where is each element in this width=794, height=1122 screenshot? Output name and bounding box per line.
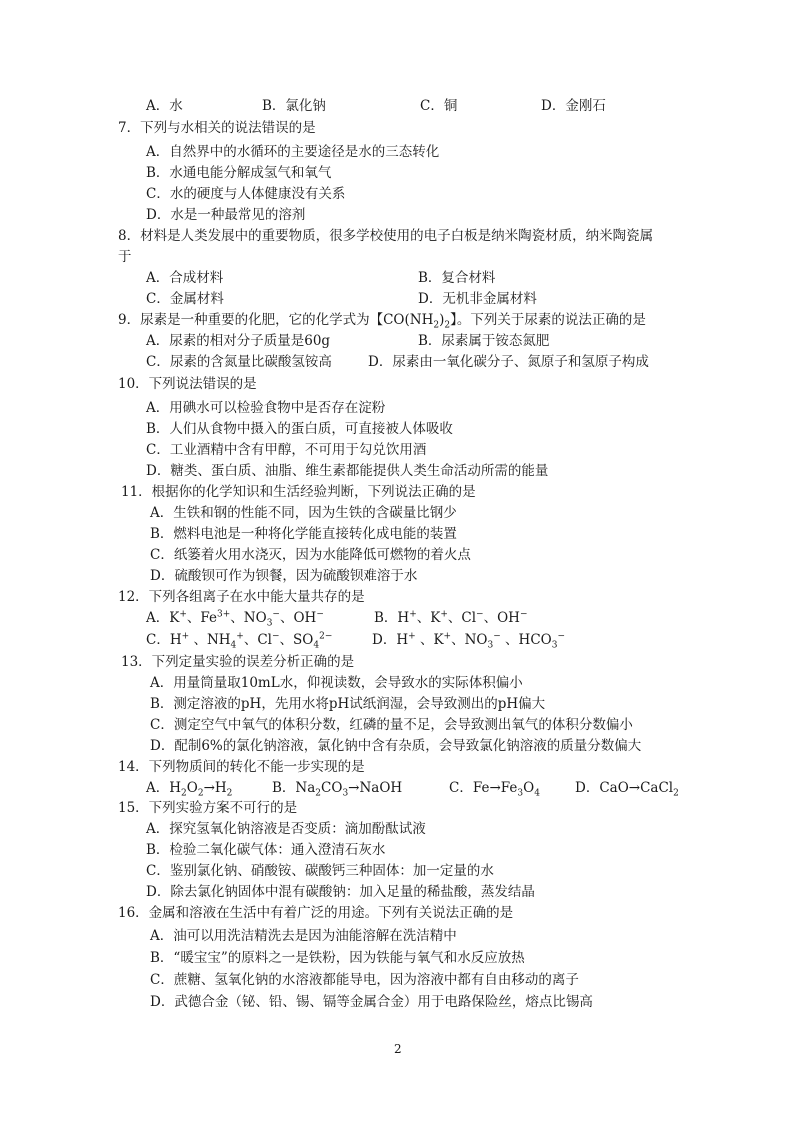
q15-stem: 15．下列实验方案不可行的是: [118, 800, 298, 816]
q14-option-d: D．CaO→CaCl$_2$: [575, 780, 679, 799]
q13-option-a: A．用量筒量取10mL水，仰视读数，会导致水的实际体积偏小: [150, 675, 523, 691]
q6-option-a: A．水: [146, 98, 183, 114]
q12-stem: 12．下列各组离子在水中能大量共存的是: [118, 589, 365, 605]
q16-option-c: C．蔗糖、氢氧化钠的水溶液都能导电，因为溶液中都有自由移动的离子: [150, 972, 579, 988]
q7-option-b: B．水通电能分解成氢气和氧气: [146, 165, 332, 181]
q14-option-b: B．$Na_2CO_3\to NaOH$: [272, 780, 403, 799]
q15-option-c: C．鉴别氯化钠、硝酸铵、碳酸钙三种固体：加一定量的水: [146, 863, 494, 879]
page-number: 2: [394, 1042, 402, 1056]
q10-option-c: C．工业酒精中含有甲醇，不可用于勾兑饮用酒: [146, 442, 427, 458]
q9-option-b: B．尿素属于铵态氮肥: [418, 333, 550, 349]
q14-option-c: C．$Fe\to Fe_3O_4$: [449, 780, 540, 799]
q6-option-d: D．金刚石: [541, 98, 606, 114]
q13-option-d: D．配制6%的氯化钠溶液，氯化钠中含有杂质，会导致氯化钠溶液的质量分数偏大: [150, 738, 642, 754]
q8-option-a: A．合成材料: [146, 270, 224, 286]
q8-stem-line2: 于: [118, 249, 132, 265]
q10-option-b: B．人们从食物中摄入的蛋白质，可直接被人体吸收: [146, 421, 453, 437]
q10-option-a: A．用碘水可以检验食物中是否存在淀粉: [146, 400, 386, 416]
q15-option-b: B．检验二氧化碳气体：通入澄清石灰水: [146, 842, 386, 858]
q6-option-c: C．铜: [420, 98, 458, 114]
q14-option-a: A．$H_2O_2\to H_2$: [146, 780, 233, 799]
q7-option-c: C．水的硬度与人体健康没有关系: [146, 186, 346, 202]
q15-option-a: A．探究氢氧化钠溶液是否变质：滴加酚酞试液: [146, 821, 426, 837]
q16-option-a: A．油可以用洗洁精洗去是因为油能溶解在洗洁精中: [150, 928, 457, 944]
q11-option-c: C．纸篓着火用水浇灭，因为水能降低可燃物的着火点: [150, 547, 471, 563]
q8-option-d: D．无机非金属材料: [418, 291, 537, 307]
q9-option-d: D．尿素由一氧化碳分子、氮原子和氢原子构成: [368, 354, 649, 370]
q13-option-c: C．测定空气中氧气的体积分数，红磷的量不足，会导致测出氧气的体积分数偏小: [150, 717, 633, 733]
q15-option-d: D．除去氯化钠固体中混有碳酸钠：加入足量的稀盐酸，蒸发结晶: [146, 884, 535, 900]
q12-option-c: C．H+ 、$NH_4^+$、Cl−、$SO_4^{2-}$: [146, 631, 333, 651]
q11-stem: 11．根据你的化学知识和生活经验判断，下列说法正确的是: [121, 484, 476, 500]
q12-option-a: A．K+、$Fe^{3+}$、$NO_3^-$、OH−: [146, 609, 324, 629]
q8-stem-line1: 8．材料是人类发展中的重要物质，很多学校使用的电子白板是纳米陶瓷材质，纳米陶瓷属: [118, 228, 654, 244]
q9-option-c: C．尿素的含氮量比碳酸氢铵高: [146, 354, 332, 370]
q10-option-d: D．糖类、蛋白质、油脂、维生素都能提供人类生命活动所需的能量: [146, 463, 549, 479]
q10-stem: 10．下列说法错误的是: [118, 376, 257, 392]
q7-option-a: A．自然界中的水循环的主要途径是水的三态转化: [146, 144, 440, 160]
q16-stem: 16．金属和溶液在生活中有着广泛的用途。下列有关说法正确的是: [118, 905, 514, 921]
q13-stem: 13．下列定量实验的误差分析正确的是: [121, 654, 355, 670]
q8-option-b: B．复合材料: [418, 270, 496, 286]
q12-option-d: D．H+ 、K+、$NO_3^-$ 、$HCO_3^-$: [372, 631, 566, 651]
q7-stem: 7．下列与水相关的说法错误的是: [118, 120, 316, 136]
q14-stem: 14．下列物质间的转化不能一步实现的是: [118, 759, 365, 775]
q11-option-b: B．燃料电池是一种将化学能直接转化成电能的装置: [150, 526, 457, 542]
q13-option-b: B．测定溶液的pH，先用水将pH试纸润湿，会导致测出的pH偏大: [150, 696, 546, 712]
q16-option-b: B．“暖宝宝”的原料之一是铁粉，因为铁能与氧气和水反应放热: [150, 950, 525, 966]
q9-stem: 9．尿素是一种重要的化肥，它的化学式为【$CO(NH_2)_2$】。下列关于尿素的说法正确的是: [118, 312, 646, 331]
q16-option-d: D．武德合金（铋、铅、锡、镉等金属合金）用于电路保险丝，熔点比锡高: [150, 994, 593, 1010]
q9-option-a: A．尿素的相对分子质量是60g: [146, 333, 331, 349]
q11-option-a: A．生铁和钢的性能不同，因为生铁的含碳量比钢少: [150, 505, 457, 521]
q6-option-b: B．氯化钠: [262, 98, 326, 114]
q7-option-d: D．水是一种最常见的溶剂: [146, 207, 306, 223]
q8-option-c: C．金属材料: [146, 291, 224, 307]
q12-option-b: B．H+、K+、Cl−、OH−: [374, 609, 528, 626]
q11-option-d: D．硫酸钡可作为钡餐，因为硫酸钡难溶于水: [150, 568, 418, 584]
